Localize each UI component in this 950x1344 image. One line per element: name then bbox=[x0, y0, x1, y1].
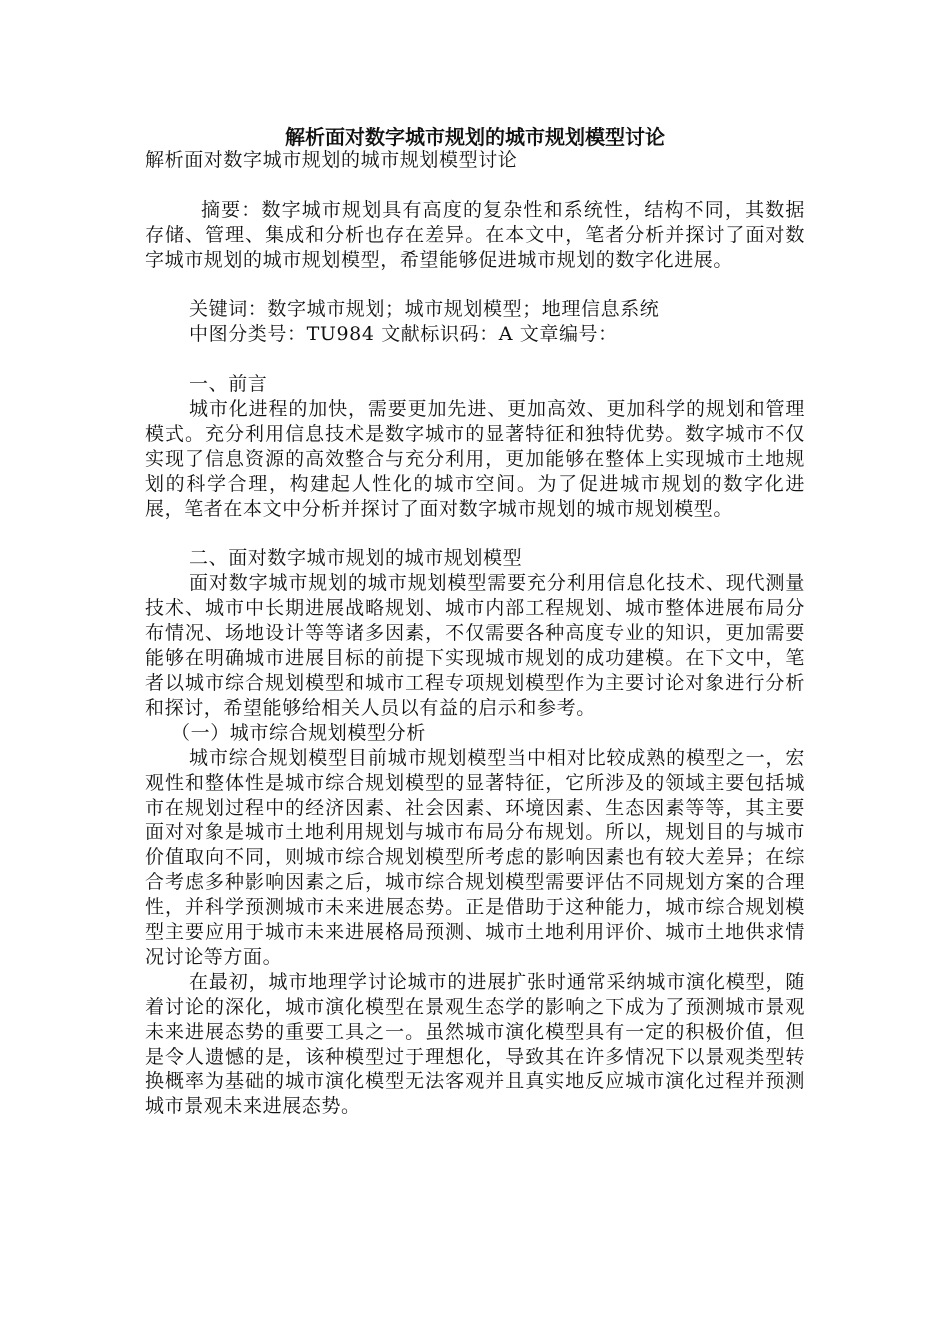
subsection1-paragraph-2: 在最初，城市地理学讨论城市的进展扩张时通常采纳城市演化模型，随着讨论的深化，城市演化模型在景观生态学的影响之下成为了预测城市景观未来进展态势的重要工具之一。虽然城市演化模型具有一定的积极价值，但是令人遗憾的是，该种模型过于理想化，导致其在许多情况下以景观类型转换概率为基础的城市演化模型无法客观并且真实地反应城市演化过程并预测城市景观未来进展态势。 bbox=[145, 970, 805, 1118]
classification-line: 中图分类号：TU984 文献标识码：A 文章编号： bbox=[189, 323, 618, 346]
document-title: 解析面对数字城市规划的城市规划模型讨论 bbox=[285, 125, 665, 149]
subsection1-paragraph-1: 城市综合规划模型目前城市规划模型当中相对比较成熟的模型之一，宏观性和整体性是城市综合规划模型的显著特征，它所涉及的领域主要包括城市在规划过程中的经济因素、社会因素、环境因素、生态因素等等，其主要面对对象是城市土地利用规划与城市布局分布规划。所以，规划目的与城市价值取向不同，则城市综合规划模型所考虑的影响因素也有较大差异；在综合考虑多种影响因素之后，城市综合规划模型需要评估不同规划方案的合理性，并科学预测城市未来进展态势。正是借助于这种能力，城市综合规划模型主要应用于城市未来进展格局预测、城市土地利用评价、城市土地供求情况讨论等方面。 bbox=[145, 746, 805, 968]
blank-line bbox=[145, 173, 805, 198]
blank-line bbox=[145, 347, 805, 372]
abstract-paragraph: 摘要：数字城市规划具有高度的复杂性和系统性，结构不同，其数据存储、管理、集成和分析也存在差异。在本文中，笔者分析并探讨了面对数字城市规划的城市规划模型，希望能够促进城市规划的数字化进展。 bbox=[145, 198, 805, 271]
section1-heading: 一、前言 bbox=[189, 373, 268, 396]
subsection1-heading: （一）城市综合规划模型分析 bbox=[171, 721, 426, 744]
section2-heading: 二、面对数字城市规划的城市规划模型 bbox=[189, 547, 523, 570]
keywords-line: 关键词：数字城市规划；城市规划模型；地理信息系统 bbox=[189, 298, 660, 321]
section1-paragraph: 城市化进程的加快，需要更加先进、更加高效、更加科学的规划和管理模式。充分利用信息技术是数字城市的显著特征和独特优势。数字城市不仅实现了信息资源的高效整合与充分利用，更加能够在整体上实现城市土地规划的科学合理，构建起人性化的城市空间。为了促进城市规划的数字化进展，笔者在本文中分析并探讨了面对数字城市规划的城市规划模型。 bbox=[145, 398, 805, 520]
document-subtitle: 解析面对数字城市规划的城市规划模型讨论 bbox=[145, 149, 518, 171]
section2-paragraph: 面对数字城市规划的城市规划模型需要充分利用信息化技术、现代测量技术、城市中长期进展战略规划、城市内部工程规划、城市整体进展布局分布情况、场地设计等等诸多因素，不仅需要各种高度专业的知识，更加需要能够在明确城市进展目标的前提下实现城市规划的成功建模。在下文中，笔者以城市综合规划模型和城市工程专项规划模型作为主要讨论对象进行分析和探讨，希望能够给相关人员以有益的启示和参考。 bbox=[145, 572, 805, 719]
document-body bbox=[145, 148, 805, 1119]
blank-line bbox=[145, 522, 805, 547]
blank-line bbox=[145, 273, 805, 298]
